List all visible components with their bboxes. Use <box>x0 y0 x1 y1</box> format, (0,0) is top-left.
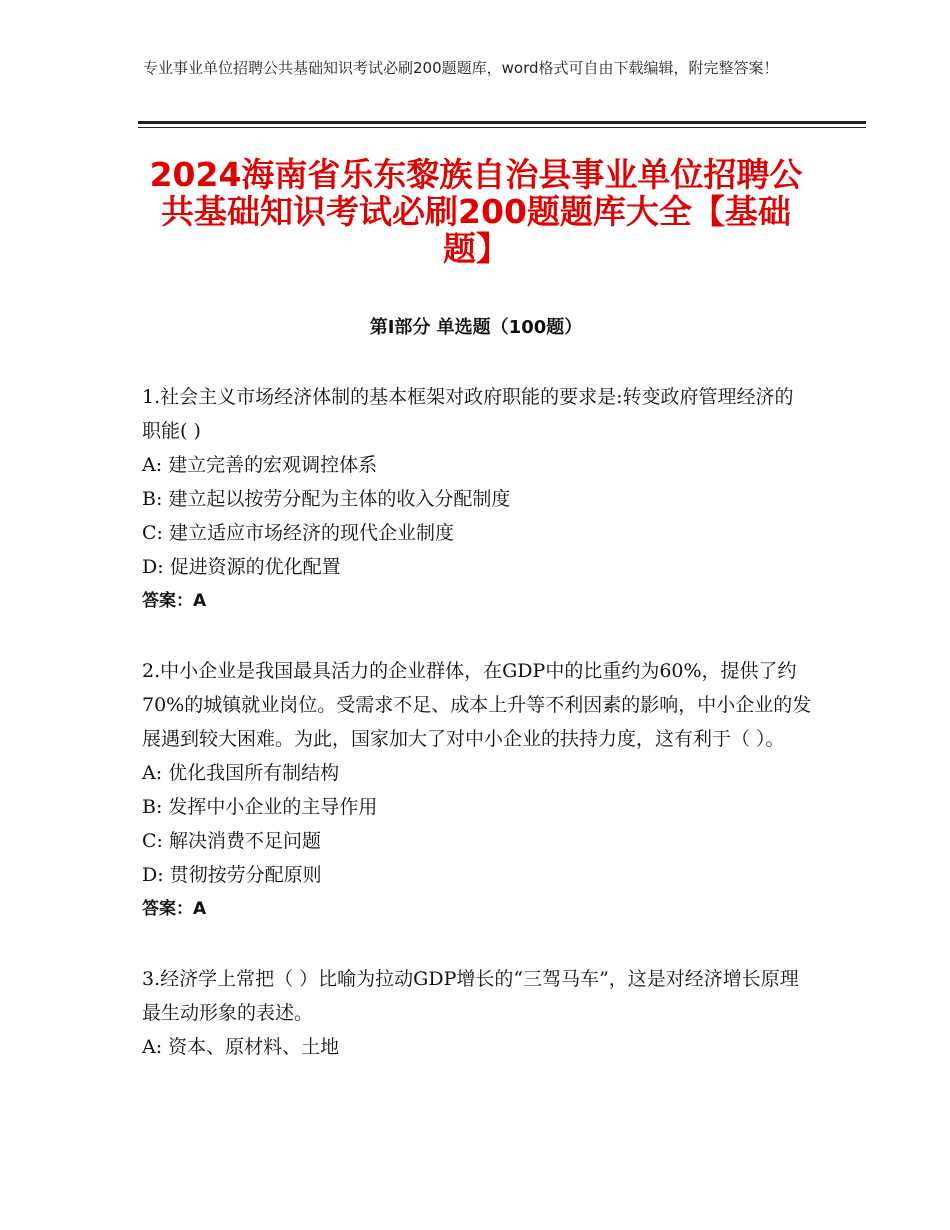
question-1 <box>142 380 812 618</box>
header-note: 专业事业单位招聘公共基础知识考试必刷200题题库，word格式可自由下载编辑，附完整答案！ <box>143 59 779 77</box>
option-d: D: 贯彻按劳分配原则 <box>142 864 322 886</box>
answer: 答案：A <box>142 899 207 919</box>
question-stem: 2.中小企业是我国最具活力的企业群体，在GDP中的比重约为60%，提供了约70%的城镇就业岗位。受需求不足、成本上升等不利因素的影响，中小企业的发展遇到较大困难。为此，国家加大了对中小企业的扶持力度，这有利于（ ）。 <box>142 660 812 750</box>
option-d: D: 促进资源的优化配置 <box>142 556 341 578</box>
header-rule-thin <box>138 127 866 128</box>
option-c: C: 建立适应市场经济的现代企业制度 <box>142 522 454 544</box>
option-a: A: 优化我国所有制结构 <box>142 762 340 784</box>
question-stem: 3.经济学上常把（ ）比喻为拉动GDP增长的“三驾马车”，这是对经济增长原理最生动形象的表述。 <box>142 968 799 1024</box>
question-stem: 1.社会主义市场经济体制的基本框架对政府职能的要求是:转变政府管理经济的职能( ) <box>142 386 794 442</box>
section-title: 第Ⅰ部分 单选题（100题） <box>369 317 583 338</box>
answer: 答案：A <box>142 591 207 611</box>
option-b: B: 建立起以按劳分配为主体的收入分配制度 <box>142 488 511 510</box>
question-list <box>142 380 812 1100</box>
option-b: B: 发挥中小企业的主导作用 <box>142 796 378 818</box>
header-rule-thick <box>138 121 866 124</box>
option-a: A: 建立完善的宏观调控体系 <box>142 454 378 476</box>
document-title: 2024海南省乐东黎族自治县事业单位招聘公共基础知识考试必刷200题题库大全【基础题】 <box>149 155 803 268</box>
question-2 <box>142 654 812 926</box>
option-a: A: 资本、原材料、土地 <box>142 1036 340 1058</box>
option-c: C: 解决消费不足问题 <box>142 830 321 852</box>
question-3 <box>142 962 812 1064</box>
